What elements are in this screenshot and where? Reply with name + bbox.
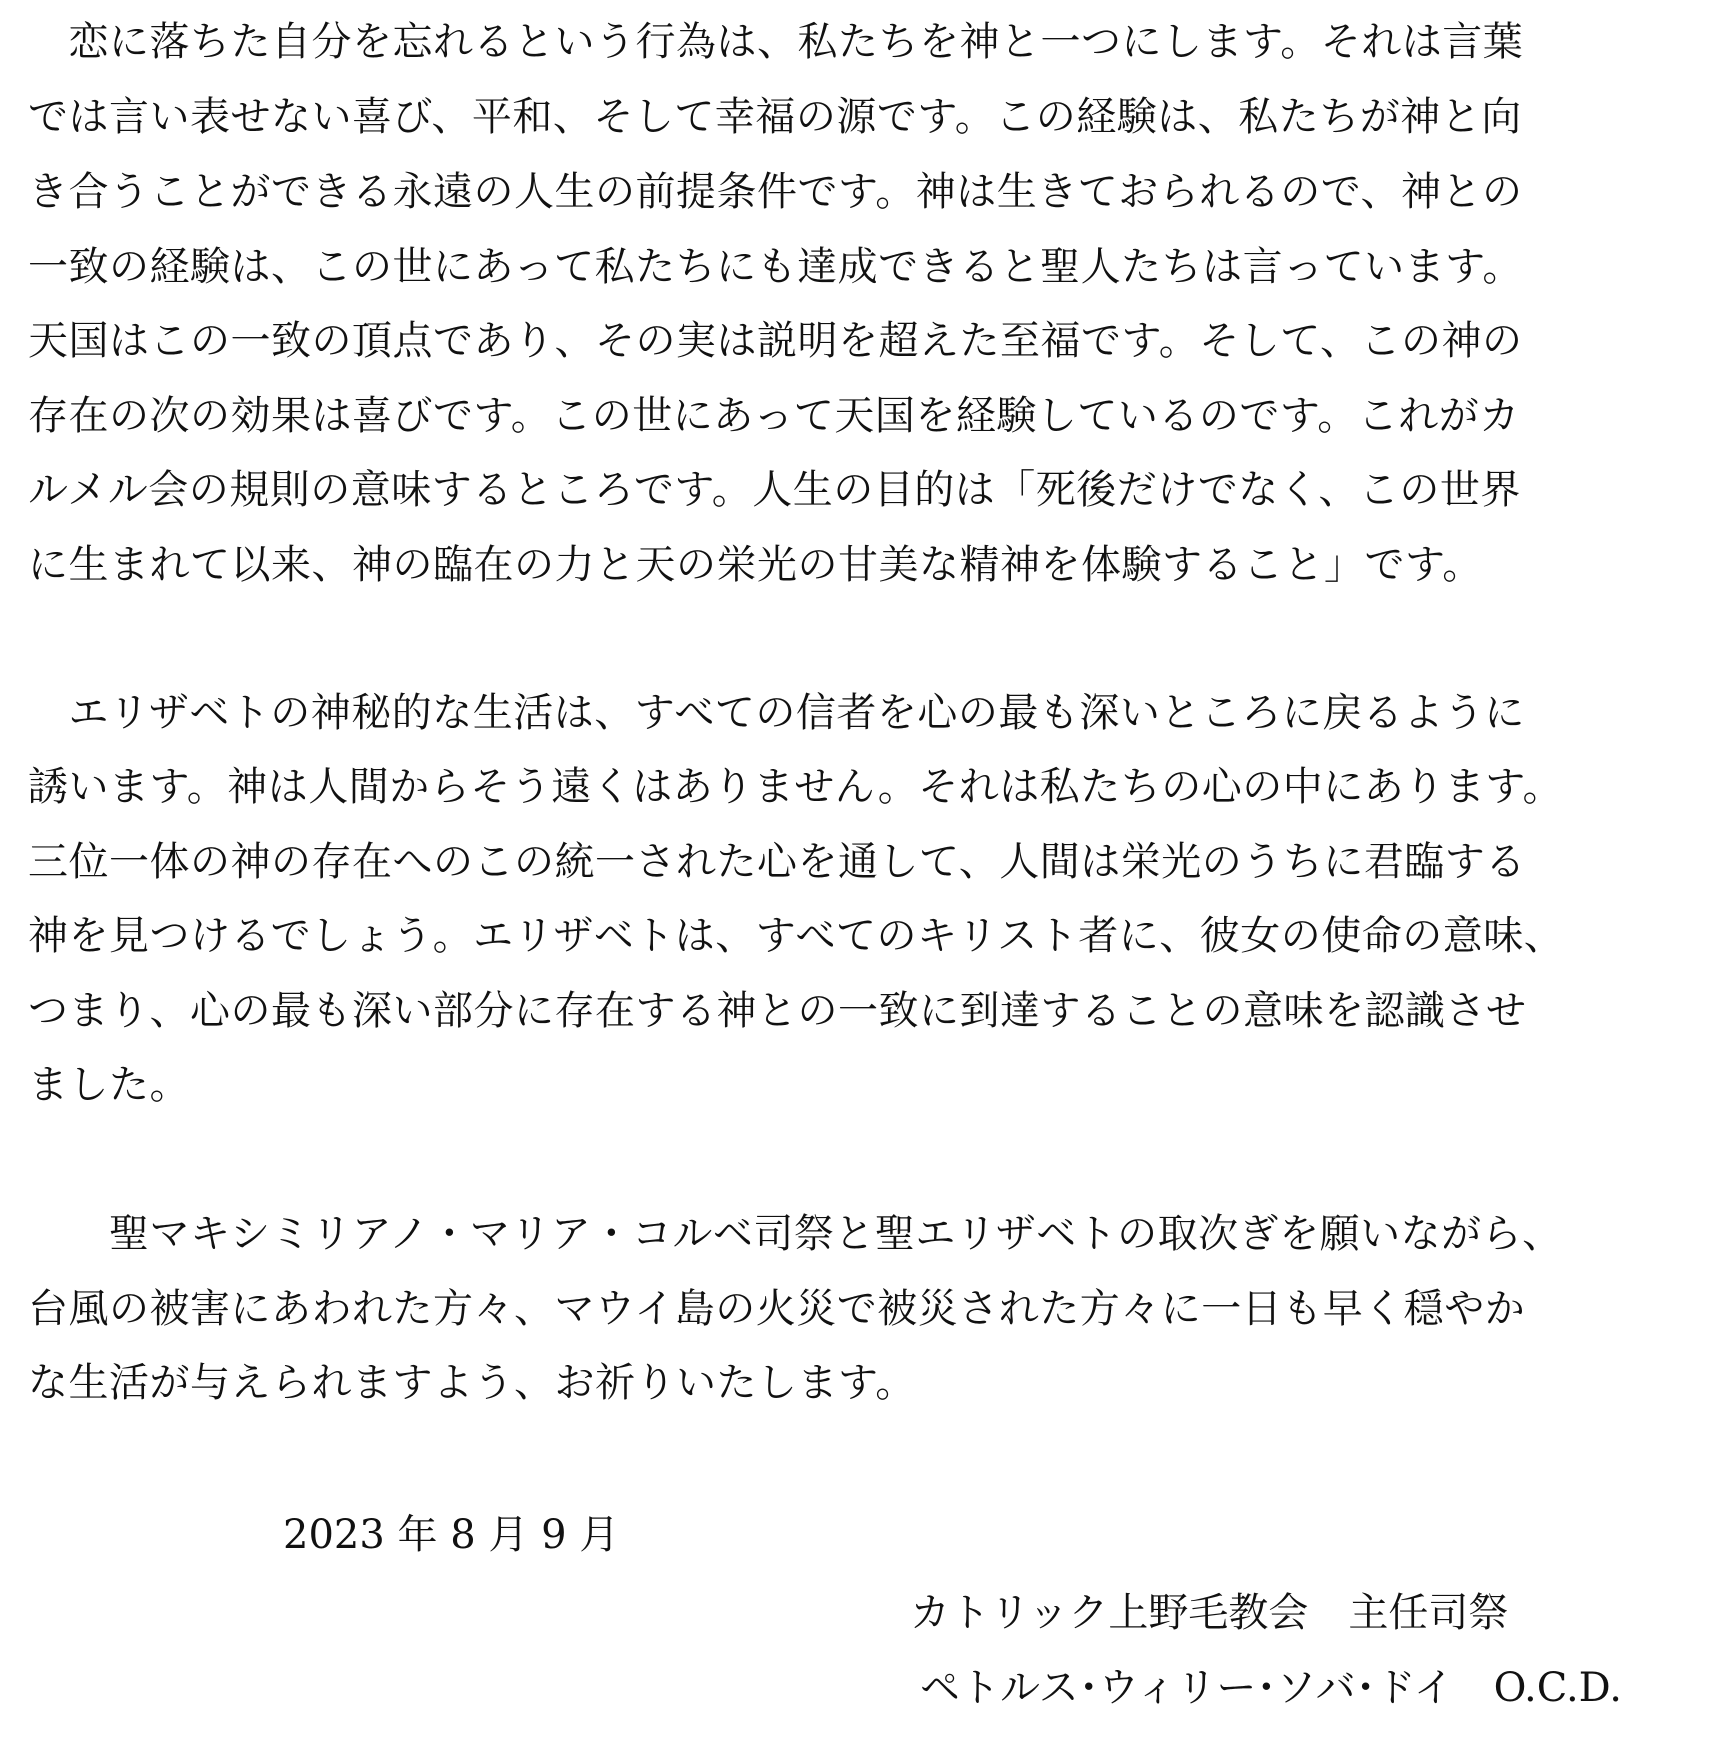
paragraph-3-line-2: 台風の被害にあわれた方々、マウイ島の火災で被災された方々に一日も早く穏やか bbox=[28, 1286, 1526, 1332]
paragraph-1-line-6: 存在の次の効果は喜びです。この世にあって天国を経験しているのです。これがカ bbox=[28, 393, 1520, 439]
paragraph-2-line-2: 誘います。神は人間からそう遠くはありません。それは私たちの心の中にあります。 bbox=[28, 764, 1563, 810]
paragraph-1-line-4: 一致の経験は、この世にあって私たちにも達成できると聖人たちは言っています。 bbox=[28, 244, 1523, 290]
paragraph-2-line-4: 神を見つけるでしょう。エリザベトは、すべてのキリスト者に、彼女の使命の意味、 bbox=[28, 913, 1565, 959]
paragraph-1-line-2: では言い表せない喜び、平和、そして幸福の源です。この経験は、私たちが神と向 bbox=[28, 94, 1522, 140]
paragraph-3-line-1: 聖マキシミリアノ・マリア・コルベ司祭と聖エリザベトの取次ぎを願いながら、 bbox=[28, 1211, 1563, 1257]
paragraph-3-line-3: な生活が与えられますよう、お祈りいたします。 bbox=[28, 1360, 916, 1406]
paragraph-2-line-3: 三位一体の神の存在へのこの統一された心を通して、人間は栄光のうちに君臨する bbox=[28, 839, 1526, 885]
signature-priest: ペトルス･ウィリー･ソバ･ドイ O.C.D. bbox=[920, 1665, 1623, 1711]
letter-date: 2023 年 8 月 9 月 bbox=[283, 1512, 620, 1558]
paragraph-2-line-6: ました。 bbox=[28, 1062, 190, 1108]
paragraph-1-line-5: 天国はこの一致の頂点であり、その実は説明を超えた至福です。そして、この神の bbox=[28, 318, 1523, 364]
signature-church: カトリック上野毛教会 主任司祭 bbox=[910, 1590, 1509, 1636]
paragraph-1-line-8: に生まれて以来、神の臨在の力と天の栄光の甘美な精神を体験すること」です。 bbox=[28, 542, 1483, 588]
paragraph-1-line-1: 恋に落ちた自分を忘れるという行為は、私たちを神と一つにします。それは言葉 bbox=[28, 19, 1524, 65]
paragraph-2-line-5: つまり、心の最も深い部分に存在する神との一致に到達することの意味を認識させ bbox=[28, 988, 1527, 1034]
paragraph-1-line-7: ルメル会の規則の意味するところです。人生の目的は「死後だけでなく、この世界 bbox=[28, 467, 1521, 513]
paragraph-2-line-1: エリザベトの神秘的な生活は、すべての信者を心の最も深いところに戻るように bbox=[28, 690, 1525, 736]
paragraph-1-line-3: き合うことができる永遠の人生の前提条件です。神は生きておられるので、神との bbox=[28, 169, 1523, 215]
